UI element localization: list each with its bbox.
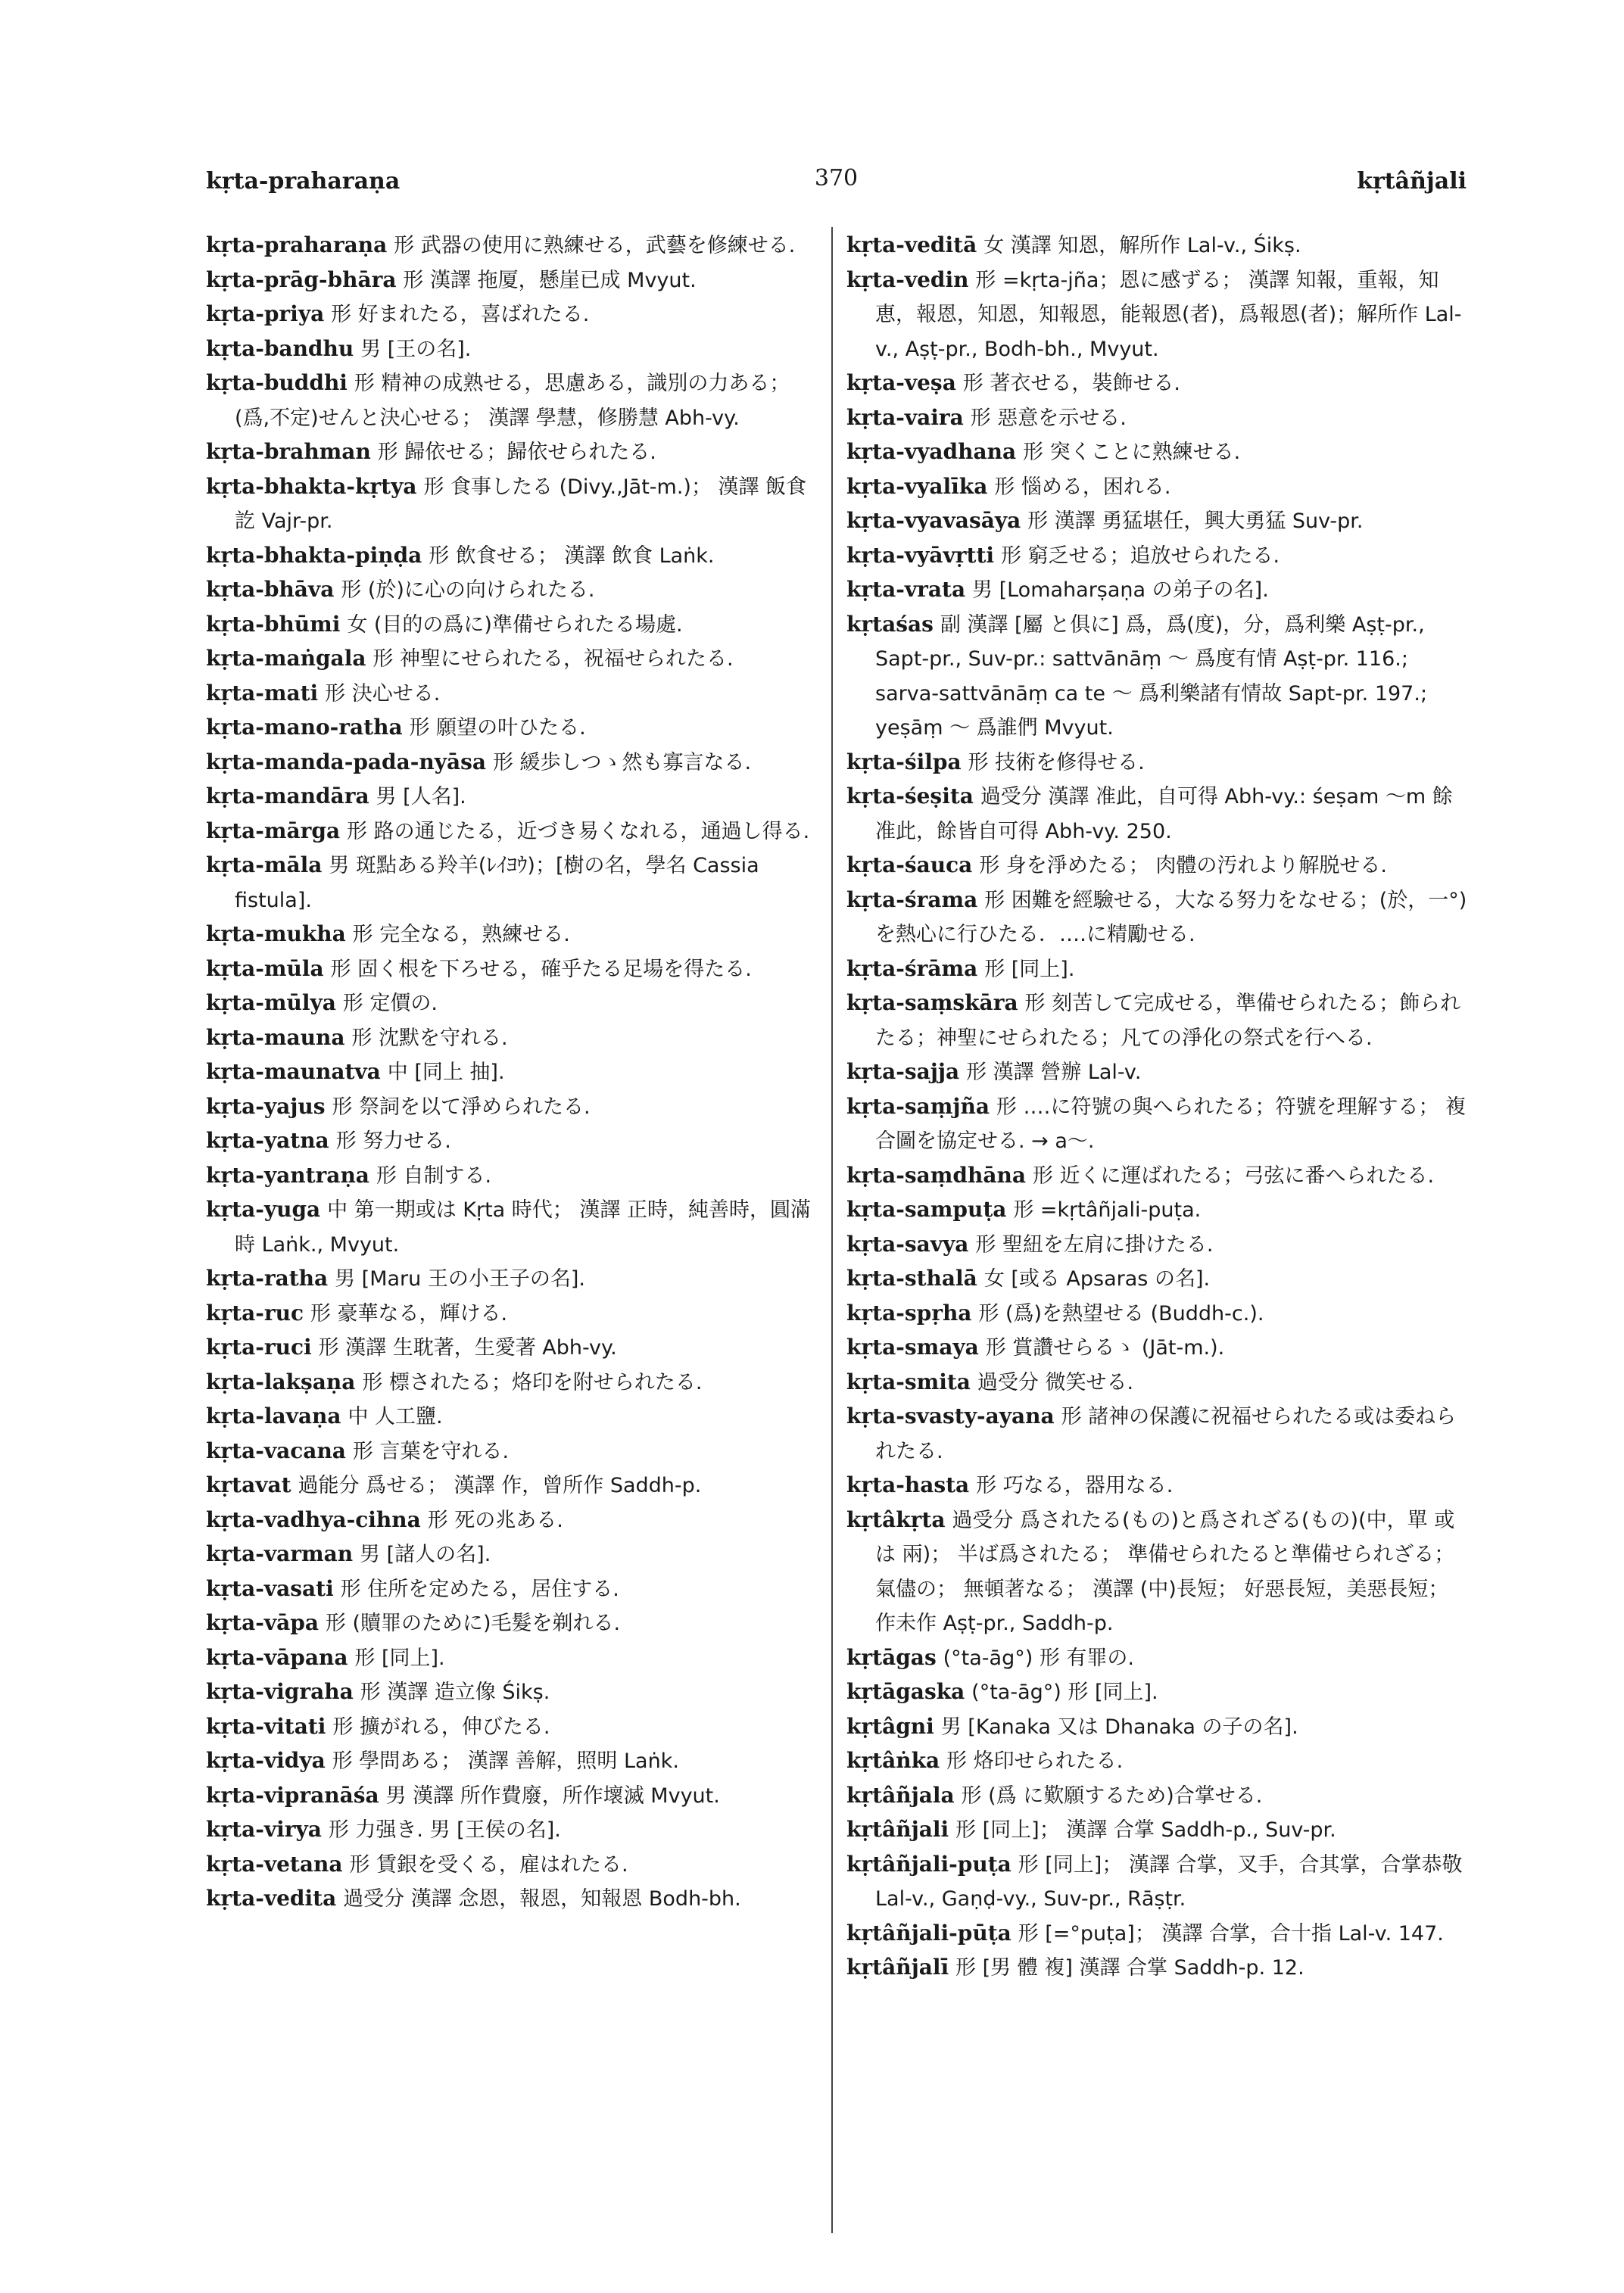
- entry-headword: kṛta-mati: [206, 680, 319, 706]
- entry-definition: 形 巧なる，器用なる.: [976, 1474, 1174, 1497]
- dictionary-entry: [846, 366, 1469, 401]
- dictionary-entry: [846, 1262, 1469, 1297]
- left-column: [206, 229, 816, 1917]
- entry-definition: 男 [Maru 王の小王子の名].: [335, 1267, 585, 1291]
- dictionary-entry: [206, 1503, 816, 1538]
- dictionary-entry: [846, 1744, 1469, 1779]
- dictionary-entry: [846, 539, 1469, 574]
- dictionary-entry: [846, 470, 1469, 505]
- entry-headword: kṛta-praharaṇa: [206, 232, 388, 257]
- entry-definition: 形 祭詞を以て淨められたる.: [332, 1095, 591, 1119]
- entry-headword: kṛta-mūlya: [206, 990, 336, 1015]
- dictionary-entry: [846, 1848, 1469, 1917]
- entry-headword: kṛta-lavaṇa: [206, 1404, 341, 1428]
- column-divider: [831, 227, 833, 2233]
- dictionary-entry: [206, 1090, 816, 1125]
- entry-headword: kṛta-veditā: [846, 232, 977, 257]
- entry-headword: kṛtâgni: [846, 1713, 934, 1739]
- entry-headword: kṛta-vidya: [206, 1748, 326, 1773]
- entry-definition: 形 自制する.: [376, 1164, 492, 1188]
- dictionary-entry: [846, 849, 1469, 883]
- entry-headword: kṛta-spṛha: [846, 1300, 972, 1326]
- dictionary-entry: [846, 573, 1469, 608]
- entry-headword: kṛta-vaira: [846, 404, 964, 430]
- right-column: [846, 229, 1469, 1986]
- dictionary-entry: [846, 1951, 1469, 1986]
- entry-definition: 形 技術を修得せる.: [968, 750, 1145, 774]
- entry-definition: 過受分 漢譯 念恩，報恩，知報恩 Bodh-bh.: [343, 1887, 741, 1911]
- entry-headword: kṛta-mukha: [206, 921, 346, 946]
- dictionary-entry: [206, 298, 816, 332]
- entry-headword: kṛta-mauna: [206, 1024, 345, 1050]
- entry-headword: kṛtavat: [206, 1472, 291, 1497]
- dictionary-entry: [206, 1331, 816, 1366]
- header-right-headword: kṛtâñjali: [1357, 168, 1467, 195]
- entry-definition: 男 [Kanaka 又は Dhanaka の子の名].: [940, 1715, 1298, 1739]
- entry-definition: 形 漢譯 造立像 Śikṣ.: [360, 1681, 550, 1704]
- entry-definition: 形 武器の使用に熟練せる，武藝を修練せる.: [394, 234, 796, 257]
- dictionary-entry: [206, 1606, 816, 1641]
- entry-headword: kṛta-sampuṭa: [846, 1197, 1007, 1222]
- entry-definition: 形 突くことに熟練せる.: [1023, 441, 1241, 464]
- dictionary-entry: [846, 1813, 1469, 1848]
- entry-definition: 形 飲食せる； 漢譯 飲食 Laṅk.: [429, 544, 715, 568]
- dictionary-entry: [206, 1848, 816, 1883]
- entry-definition: 形 食事したる (Divy.,Jāt-m.)； 漢譯 飯食訖 Vajr-pr.: [235, 475, 807, 533]
- entry-headword: kṛtâñjali-puṭa: [846, 1851, 1011, 1877]
- dictionary-entry: [206, 1262, 816, 1297]
- entry-definition: 形 [=°puṭa]； 漢譯 合掌，合十指 Lal-v. 147.: [1018, 1921, 1444, 1946]
- entry-headword: kṛta-virya: [206, 1817, 322, 1842]
- dictionary-entry: [206, 1159, 816, 1194]
- entry-definition: 形 死の兆ある.: [427, 1508, 563, 1532]
- entry-definition: 形 烙印せられたる.: [946, 1749, 1124, 1773]
- entry-definition: 中 第一期或は Kṛta 時代； 漢譯 正時，純善時，圓滿時 Laṅk., Mvyut.: [235, 1198, 811, 1257]
- entry-definition: 形 =kṛtâñjali-puṭa.: [1013, 1198, 1202, 1222]
- entry-headword: kṛta-vedin: [846, 266, 969, 292]
- entry-definition: 形 近くに運ばれたる；弓弦に番へられたる.: [1032, 1164, 1435, 1188]
- entry-headword: kṛtâṅka: [846, 1748, 940, 1773]
- entry-definition: 形 [同上].: [984, 957, 1075, 981]
- dictionary-entry: [206, 677, 816, 712]
- entry-definition: 形 漢譯 勇猛堪任，興大勇猛 Suv-pr.: [1027, 509, 1364, 533]
- entry-definition: 過受分 漢譯 准此，自可得 Abh-vy.: śeṣam ～m 餘准此，餘皆自可得 Abh-vy. 250.: [875, 785, 1453, 843]
- dictionary-entry: [846, 263, 1469, 367]
- entry-definition: 形 賞讚せらるゝ (Jāt-m.).: [985, 1336, 1225, 1360]
- entry-headword: kṛta-śrama: [846, 886, 978, 912]
- entry-headword: kṛtâñjala: [846, 1782, 955, 1808]
- entry-headword: kṛta-bhakta-piṇḍa: [206, 542, 422, 568]
- dictionary-entry: [206, 1675, 816, 1710]
- entry-headword: kṛta-maṅgala: [206, 646, 366, 671]
- entry-headword: kṛta-śilpa: [846, 749, 962, 774]
- dictionary-entry: [206, 1366, 816, 1400]
- entry-definition: (°ta-āg°) 形 有罪の.: [943, 1646, 1134, 1670]
- entry-headword: kṛta-bhakta-kṛtya: [206, 473, 417, 499]
- dictionary-entry: [206, 780, 816, 815]
- entry-definition: 形 ‥‥に符號の與へられたる；符號を理解する； 複 合圖を協定せる. → a～.: [875, 1095, 1467, 1153]
- entry-headword: kṛtaśas: [846, 611, 934, 637]
- dictionary-entry: [206, 1537, 816, 1572]
- dictionary-entry: [206, 1641, 816, 1676]
- entry-definition: 形 =kṛta-jña；恩に感ずる； 漢譯 知報，重報，知恵，報恩，知恩，知報恩，能報恩(者)，爲報恩(者)；解所作 Lal-v., Aṣṭ-pr., Bodh-bh., Mvyut.: [875, 268, 1462, 361]
- dictionary-entry: [206, 1193, 816, 1262]
- entry-headword: kṛta-prāg-bhāra: [206, 266, 397, 292]
- dictionary-entry: [206, 642, 816, 677]
- dictionary-entry: [206, 1710, 816, 1745]
- header-left-headword: kṛta-praharaṇa: [206, 168, 401, 195]
- dictionary-entry: [846, 1090, 1469, 1159]
- dictionary-entry: [846, 435, 1469, 470]
- entry-definition: 形 困難を經驗せる，大なる努力をなせる；(於，一°)を熱心に行ひたる．‥‥に精勵せる.: [875, 888, 1467, 946]
- entry-headword: kṛta-śeṣita: [846, 784, 974, 808]
- entry-definition: 形 好まれたる，喜ばれたる.: [331, 303, 590, 326]
- dictionary-entry: [846, 1297, 1469, 1332]
- entry-definition: 形 [同上]； 漢譯 合掌 Saddh-p., Suv-pr.: [955, 1818, 1336, 1842]
- entry-definition: 形 願望の叶ひたる.: [409, 716, 586, 740]
- dictionary-entry: [846, 746, 1469, 780]
- dictionary-entry: [206, 229, 816, 263]
- entry-definition: 形 標されたる；烙印を附せられたる.: [362, 1370, 703, 1394]
- entry-definition: 女 (目的の爲に)準備せられたる場處.: [347, 612, 683, 637]
- dictionary-entry: [846, 1331, 1469, 1366]
- entry-definition: 形 擴がれる，伸びたる.: [332, 1715, 550, 1739]
- entry-headword: kṛta-ratha: [206, 1266, 329, 1291]
- entry-headword: kṛta-priya: [206, 301, 325, 326]
- entry-definition: 中 人工鹽.: [348, 1405, 443, 1428]
- entry-headword: kṛta-manda-pada-nyāsa: [206, 749, 487, 774]
- entry-definition: 女 漢譯 知恩，解所作 Lal-v., Śikṣ.: [983, 234, 1301, 257]
- page-header: [206, 165, 1467, 206]
- entry-definition: 形 漢譯 營辦 Lal-v.: [966, 1061, 1142, 1084]
- entry-definition: 過受分 爲されたる(もの)と爲されざる(もの)(中，單 或は 兩)； 半ば爲されたる； 準備せられたると準備せられざる； 氣儘の； 無頓著なる； 漢譯 (中)長短； 好惡長短，美惡長短； 作未作 Aṣṭ-pr., Saddh-p.: [875, 1508, 1455, 1635]
- entry-headword: kṛta-sthalā: [846, 1266, 977, 1291]
- dictionary-entry: [206, 1572, 816, 1607]
- entry-definition: 形 [同上]； 漢譯 合掌，叉手，合其掌，合掌恭敬 Lal-v., Gaṇḍ-vy., Suv-pr., Rāṣṭr.: [875, 1852, 1463, 1911]
- entry-definition: 形 緩歩しつゝ然も寡言なる.: [492, 750, 752, 774]
- entry-headword: kṛta-vipranāśa: [206, 1782, 379, 1808]
- dictionary-entry: [846, 1917, 1469, 1952]
- dictionary-entry: [206, 366, 816, 435]
- entry-headword: kṛta-yatna: [206, 1128, 329, 1153]
- entry-headword: kṛta-śrāma: [846, 955, 978, 981]
- entry-headword: kṛta-saṃjña: [846, 1093, 990, 1119]
- dictionary-entry: [206, 263, 816, 298]
- dictionary-entry: [206, 1435, 816, 1469]
- entry-headword: kṛta-sajja: [846, 1059, 960, 1084]
- entry-headword: kṛta-brahman: [206, 439, 371, 464]
- entry-headword: kṛta-vitati: [206, 1713, 326, 1739]
- entry-headword: kṛta-saṃskāra: [846, 990, 1018, 1015]
- entry-definition: 形 [同上].: [354, 1646, 445, 1670]
- entry-headword: kṛta-śauca: [846, 852, 973, 877]
- entry-definition: 形 諸神の保護に祝福せられたる或は委ねられたる.: [875, 1405, 1457, 1463]
- dictionary-entry: [846, 1675, 1469, 1710]
- entry-definition: 形 惱める，困れる.: [994, 475, 1171, 499]
- entry-headword: kṛta-buddhi: [206, 370, 348, 395]
- dictionary-entry: [206, 746, 816, 780]
- entry-headword: kṛta-mārga: [206, 818, 341, 843]
- entry-definition: 男 [Lomaharṣaṇa の弟子の名].: [972, 578, 1269, 602]
- dictionary-entry: [846, 986, 1469, 1055]
- dictionary-entry: [846, 1400, 1469, 1469]
- entry-headword: kṛta-yuga: [206, 1197, 321, 1222]
- entry-headword: kṛta-varman: [206, 1541, 354, 1566]
- dictionary-entry: [206, 849, 816, 918]
- entry-headword: kṛta-mandāra: [206, 784, 369, 808]
- entry-headword: kṛta-māla: [206, 852, 323, 877]
- dictionary-entry: [846, 229, 1469, 263]
- entry-definition: 形 精神の成熟せる，思慮ある，識別の力ある；(爲,不定)せんと決心せる； 漢譯 學慧，修勝慧 Abh-vy.: [235, 372, 790, 430]
- dictionary-entry: [846, 1366, 1469, 1400]
- entry-definition: 形 (爲 に歎願するため)合掌せる.: [961, 1784, 1263, 1808]
- entry-definition: 形 路の通じたる，近づき易くなれる，通過し得る.: [347, 819, 810, 843]
- entry-headword: kṛta-yajus: [206, 1093, 326, 1119]
- entry-definition: 形 窮乏せる；追放せられたる.: [1000, 544, 1280, 568]
- entry-headword: kṛta-maunatva: [206, 1059, 381, 1084]
- entry-definition: 過能分 爲せる； 漢譯 作，曾所作 Saddh-p.: [298, 1474, 702, 1497]
- entry-headword: kṛta-vyavasāya: [846, 508, 1021, 533]
- entry-definition: 形 惡意を示せる.: [970, 406, 1127, 430]
- entry-headword: kṛta-lakṣaṇa: [206, 1369, 356, 1394]
- entry-headword: kṛta-bandhu: [206, 335, 354, 361]
- dictionary-entry: [206, 1400, 816, 1435]
- entry-headword: kṛta-vasati: [206, 1575, 334, 1601]
- entry-headword: kṛta-vadhya-cihna: [206, 1506, 421, 1532]
- entry-definition: 形 決心せる.: [325, 681, 441, 706]
- entry-definition: 中 [同上 抽].: [387, 1061, 505, 1084]
- entry-definition: 形 (於)に心の向けられたる.: [341, 578, 595, 602]
- entry-headword: kṛta-vacana: [206, 1438, 346, 1463]
- dictionary-entry: [846, 952, 1469, 987]
- entry-headword: kṛta-vrata: [846, 577, 966, 602]
- entry-definition: 男 [王の名].: [360, 337, 472, 361]
- entry-headword: kṛtâñjali-pūṭa: [846, 1920, 1011, 1946]
- entry-headword: kṛta-vedita: [206, 1886, 337, 1911]
- dictionary-entry: [846, 504, 1469, 539]
- entry-headword: kṛta-smaya: [846, 1335, 979, 1360]
- dictionary-entry: [206, 608, 816, 643]
- entry-headword: kṛta-vāpa: [206, 1610, 319, 1635]
- entry-definition: 形 住所を定めたる，居住する.: [340, 1577, 619, 1601]
- dictionary-entry: [846, 1469, 1469, 1503]
- entry-headword: kṛta-vyāvṛtti: [846, 542, 995, 568]
- dictionary-entry: [846, 1055, 1469, 1090]
- entry-headword: kṛta-bhūmi: [206, 611, 341, 637]
- dictionary-entry: [846, 1228, 1469, 1263]
- dictionary-entry: [206, 1744, 816, 1779]
- entry-headword: kṛta-vetana: [206, 1851, 343, 1877]
- dictionary-entry: [206, 1297, 816, 1332]
- entry-headword: kṛta-mūla: [206, 955, 324, 981]
- entry-definition: 形 力强き. 男 [王侯の名].: [328, 1818, 561, 1842]
- entry-definition: 形 (爲)を熱望せる (Buddh-c.).: [978, 1301, 1264, 1326]
- dictionary-entry: [206, 573, 816, 608]
- dictionary-entry: [206, 470, 816, 539]
- entry-headword: kṛta-vyadhana: [846, 439, 1017, 464]
- dictionary-entry: [206, 332, 816, 367]
- dictionary-entry: [846, 401, 1469, 436]
- dictionary-entry: [206, 1021, 816, 1056]
- entry-headword: kṛta-vyalīka: [846, 473, 988, 499]
- entry-headword: kṛta-vigraha: [206, 1679, 354, 1704]
- dictionary-entry: [846, 1779, 1469, 1814]
- dictionary-entry: [206, 435, 816, 470]
- dictionary-entry: [206, 1813, 816, 1848]
- entry-headword: kṛta-savya: [846, 1231, 969, 1257]
- entry-definition: 形 身を淨めたる； 肉體の汚れより解脱せる.: [979, 854, 1387, 877]
- entry-definition: 形 固く根を下ろせる，確乎たる足場を得たる.: [330, 957, 752, 981]
- entry-definition: 形 漢譯 生耽著，生愛著 Abh-vy.: [318, 1336, 617, 1360]
- dictionary-entry: [206, 1882, 816, 1917]
- entry-definition: 男 [人名].: [376, 785, 466, 808]
- entry-definition: 形 沈默を守れる.: [351, 1026, 508, 1050]
- dictionary-entry: [846, 1710, 1469, 1745]
- dictionary-entry: [846, 1159, 1469, 1194]
- entry-definition: 形 賃銀を受くる，雇はれたる.: [349, 1852, 628, 1877]
- page-number: 370: [814, 165, 859, 192]
- entry-headword: kṛta-veṣa: [846, 370, 956, 395]
- dictionary-entry: [846, 780, 1469, 849]
- entry-definition: 副 漢譯 [屬 と俱に] 爲，爲(度)，分，爲利樂 Aṣṭ-pr., Sapt-pr., Suv-pr.: sattvānāṃ ～ 爲度有情 Aṣṭ-pr. 116.; sarva-sattvānāṃ ca te ～ 爲利樂諸有情故 Sapt-pr. 197.; yeṣāṃ ～ 爲誰們 Mvyut.: [875, 612, 1428, 740]
- entry-headword: kṛta-svasty-ayana: [846, 1404, 1055, 1428]
- entry-headword: kṛta-bhāva: [206, 577, 335, 602]
- entry-headword: kṛta-yantraṇa: [206, 1162, 369, 1188]
- entry-definition: 男 漢譯 所作費廢，所作壞滅 Mvyut.: [385, 1784, 720, 1808]
- dictionary-entry: [206, 986, 816, 1021]
- entry-definition: 形 努力せる.: [335, 1129, 451, 1153]
- entry-definition: 男 斑點ある羚羊(ﾚｲﾖｳ)；[樹の名，學名 Cassia fistula].: [235, 854, 759, 912]
- dictionary-entry: [206, 1779, 816, 1814]
- dictionary-entry: [846, 1503, 1469, 1641]
- entry-headword: kṛta-ruc: [206, 1300, 304, 1326]
- dictionary-entry: [206, 539, 816, 574]
- entry-definition: 形 定價の.: [342, 992, 438, 1015]
- entry-headword: kṛta-vāpana: [206, 1644, 348, 1670]
- entry-headword: kṛta-saṃdhāna: [846, 1162, 1026, 1188]
- entry-definition: 形 漢譯 拖厦，懸崖已成 Mvyut.: [403, 268, 697, 292]
- entry-headword: kṛtāgas: [846, 1644, 937, 1670]
- dictionary-entry: [846, 1193, 1469, 1228]
- entry-headword: kṛta-smita: [846, 1369, 971, 1394]
- entry-headword: kṛtâñjali: [846, 1817, 949, 1842]
- entry-definition: 形 (贖罪のために)毛髮を剃れる.: [325, 1612, 621, 1635]
- dictionary-entry: [846, 883, 1469, 952]
- dictionary-entry: [206, 711, 816, 746]
- dictionary-entry: [206, 1124, 816, 1159]
- dictionary-entry: [206, 918, 816, 952]
- entry-definition: 形 [男 體 複] 漢譯 合掌 Saddh-p. 12.: [955, 1956, 1304, 1980]
- entry-definition: (°ta-āg°) 形 [同上].: [971, 1681, 1158, 1704]
- dictionary-entry: [846, 608, 1469, 746]
- entry-definition: 過受分 微笑せる.: [977, 1370, 1134, 1394]
- entry-definition: 形 著衣せる，裝飾せる.: [962, 372, 1180, 395]
- entry-definition: 形 言葉を守れる.: [352, 1439, 510, 1463]
- dictionary-entry: [206, 1055, 816, 1090]
- dictionary-entry: [846, 1641, 1469, 1676]
- entry-headword: kṛta-mano-ratha: [206, 715, 403, 740]
- entry-headword: kṛtâñjalī: [846, 1955, 949, 1980]
- dictionary-entry: [206, 952, 816, 987]
- entry-definition: 形 刻苦して完成せる，準備せられたる；飾られたる；神聖にせられたる；凡ての淨化の祭式を行へる.: [875, 992, 1461, 1050]
- entry-headword: kṛtâkṛta: [846, 1506, 946, 1532]
- entry-definition: 形 學問ある； 漢譯 善解，照明 Laṅk.: [332, 1749, 679, 1773]
- entry-definition: 女 [或る Apsaras の名].: [983, 1267, 1211, 1291]
- entry-definition: 形 聖紐を左肩に掛けたる.: [975, 1232, 1214, 1257]
- dictionary-entry: [206, 1469, 816, 1503]
- entry-definition: 男 [諸人の名].: [360, 1543, 491, 1566]
- entry-definition: 形 神聖にせられたる，祝福せられたる.: [372, 647, 734, 671]
- dictionary-entry: [206, 815, 816, 849]
- entry-headword: kṛtāgaska: [846, 1679, 965, 1704]
- entry-definition: 形 豪華なる，輝ける.: [310, 1301, 508, 1326]
- entry-definition: 形 歸依せる；歸依せられたる.: [377, 441, 656, 464]
- entry-headword: kṛta-hasta: [846, 1472, 970, 1497]
- entry-definition: 形 完全なる，熟練せる.: [352, 923, 570, 946]
- entry-headword: kṛta-ruci: [206, 1335, 312, 1360]
